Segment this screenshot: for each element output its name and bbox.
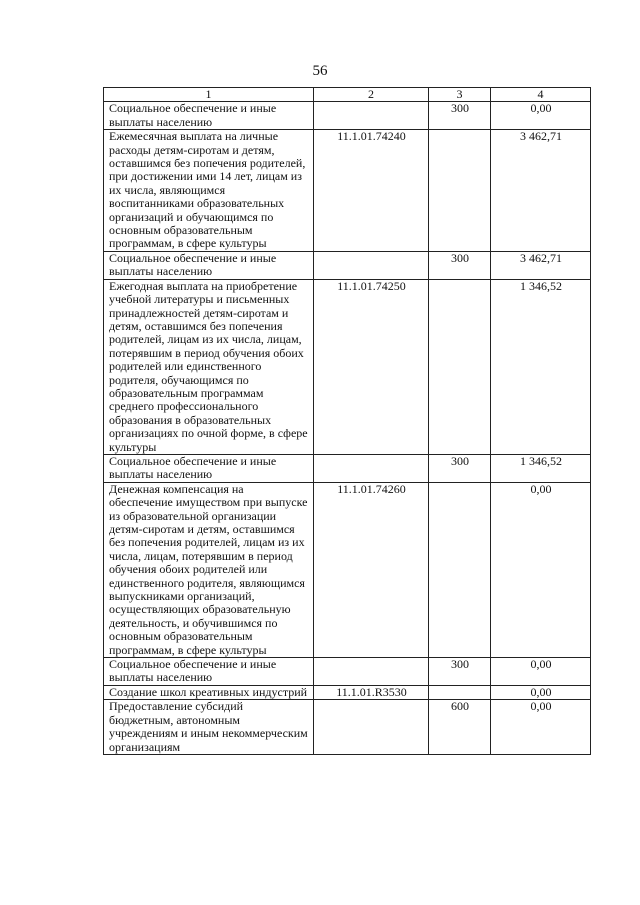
- table-row: [104, 454, 591, 482]
- row-name: Социальное обеспечение и иные выплаты населению: [104, 454, 314, 482]
- table-row: [104, 102, 591, 130]
- table-row: [104, 685, 591, 699]
- row-code: [314, 658, 429, 686]
- row-code: [314, 251, 429, 279]
- row-amount: 1 346,52: [491, 279, 591, 454]
- row-name: Предоставление субсидий бюджетным, автономным учреждениям и иным некоммерческим организациям: [104, 700, 314, 755]
- row-name: Социальное обеспечение и иные выплаты населению: [104, 251, 314, 279]
- table-row: [104, 482, 591, 657]
- table-row: [104, 658, 591, 686]
- row-amount: 0,00: [491, 482, 591, 657]
- row-amount: 3 462,71: [491, 251, 591, 279]
- header-row: [104, 88, 591, 102]
- row-name: Денежная компенсация на обеспечение имуществом при выпуске из образовательной организации детям-сиротам и детям, оставшимся без попечения родителей, лицам из их числа, лицам, потерявшим в период обучения обоих родителей или единственного родителя, являющимся выпускниками организаций, осуществляющих образовательную деятельность, и обучившимся по основным образовательным программам, в сфере культуры: [104, 482, 314, 657]
- row-expense-type: [429, 279, 491, 454]
- row-name: Ежегодная выплата на приобретение учебной литературы и письменных принадлежностей детям-сиротам и детям, оставшимся без попечения родителей, лицам из их числа, лицам, потерявшим в период обучения обоих родителей или единственного родителя, обучающимся по образовательным программам среднего профессионального образования в образовательных организациях по очной форме, в сфере культуры: [104, 279, 314, 454]
- column-header-2: 2: [314, 88, 429, 102]
- row-name: Социальное обеспечение и иные выплаты населению: [104, 658, 314, 686]
- row-code: 11.1.01.74240: [314, 130, 429, 252]
- table-row: [104, 700, 591, 755]
- row-name: Создание школ креативных индустрий: [104, 685, 314, 699]
- table-row: [104, 279, 591, 454]
- row-code: [314, 102, 429, 130]
- row-amount: 0,00: [491, 685, 591, 699]
- column-header-4: 4: [491, 88, 591, 102]
- row-amount: 0,00: [491, 700, 591, 755]
- row-amount: 3 462,71: [491, 130, 591, 252]
- row-code: 11.1.01.R3530: [314, 685, 429, 699]
- row-expense-type: 300: [429, 102, 491, 130]
- row-expense-type: [429, 130, 491, 252]
- table-row: [104, 130, 591, 252]
- row-name: Ежемесячная выплата на личные расходы детям-сиротам и детям, оставшимся без попечения родителей, при достижении ими 14 лет, лицам из их числа, являющимся воспитанниками образовательных организаций и обучающимся по основным образовательным программам, в сфере культуры: [104, 130, 314, 252]
- row-expense-type: 600: [429, 700, 491, 755]
- row-code: 11.1.01.74250: [314, 279, 429, 454]
- column-header-3: 3: [429, 88, 491, 102]
- row-expense-type: 300: [429, 251, 491, 279]
- row-expense-type: [429, 685, 491, 699]
- row-name: Социальное обеспечение и иные выплаты населению: [104, 102, 314, 130]
- row-code: 11.1.01.74260: [314, 482, 429, 657]
- row-expense-type: 300: [429, 454, 491, 482]
- row-code: [314, 700, 429, 755]
- row-amount: 1 346,52: [491, 454, 591, 482]
- table-row: [104, 251, 591, 279]
- row-amount: 0,00: [491, 658, 591, 686]
- row-code: [314, 454, 429, 482]
- column-header-1: 1: [104, 88, 314, 102]
- row-amount: 0,00: [491, 102, 591, 130]
- budget-table: [103, 87, 591, 755]
- page-number: 56: [312, 63, 328, 79]
- row-expense-type: [429, 482, 491, 657]
- row-expense-type: 300: [429, 658, 491, 686]
